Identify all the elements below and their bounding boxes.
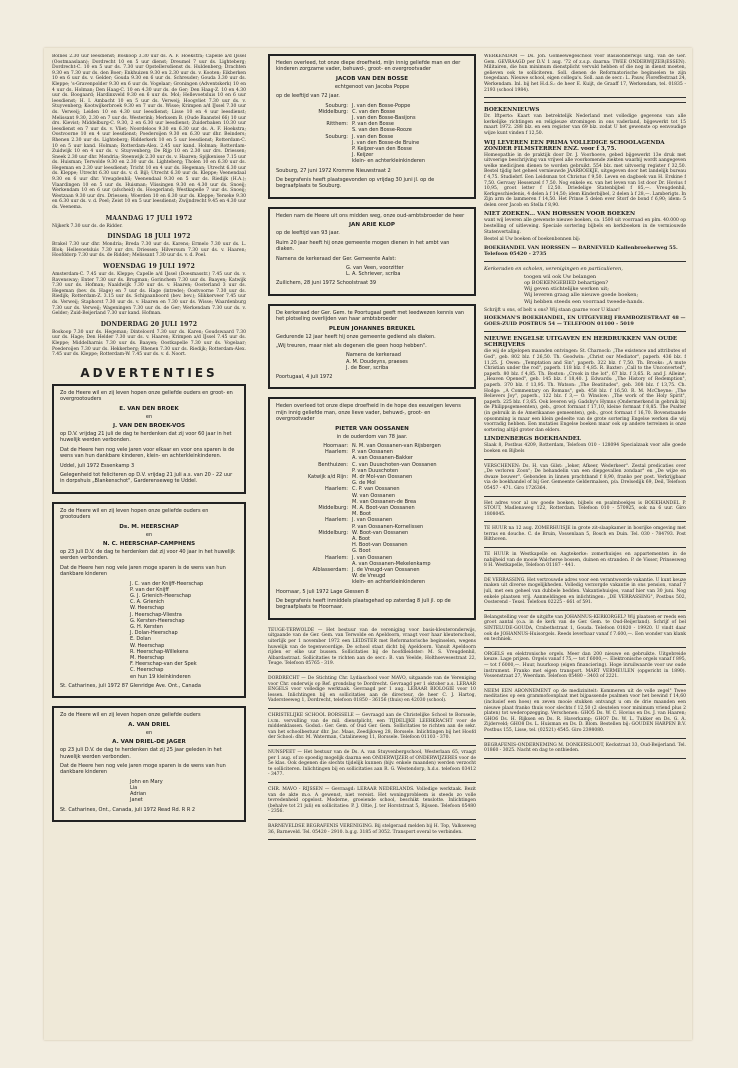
ad-name-husband: A. VAN DRIEL bbox=[128, 721, 170, 728]
family-place bbox=[276, 158, 352, 164]
family-member: J. van den Bosse-Poppe bbox=[352, 102, 411, 109]
obituary-van-den-bosse bbox=[268, 54, 476, 199]
ad-body: op 23 juli D.V. de dag te herdenken dat zij 25 jaar geleden in het huwelijk werden verbonden. bbox=[60, 747, 222, 760]
ad-address: St. Catharines, Ont., Canada, juli 1972 Read Rd. R R 2 bbox=[60, 806, 196, 813]
family-member: A. van Oossanen-Mekelenkamp bbox=[352, 560, 431, 567]
divider bbox=[484, 261, 686, 262]
book-ad-heading-schoolagenda: WIJ LEVEREN EEN PRIMA VOLLEDIGE SCHOOLAGENDA ZONDER FILMSTERREN ENZ. voor f 3,75. bbox=[484, 139, 665, 152]
obit-name: PIETER VAN OOSSANEN bbox=[335, 425, 409, 432]
child-name: C. Heerschap bbox=[130, 667, 164, 674]
family-member: P. Keijzer-van den Bosse bbox=[352, 146, 412, 153]
ad-body: op 23 juli D.V. de dag te herdenken dat zij voor 40 jaar in het huwelijk werden verbonden. bbox=[60, 549, 235, 562]
ad-body-wish: Dat de Heere hen nog vele jaren voor elkaar en voor ons sparen is de wens van hun dankbare kinderen, klein- en achterkleinkinderen. bbox=[60, 446, 235, 460]
ad-address: St. Catharines, juli 1972 87 Glenridge Ave. Ont., Canada bbox=[60, 682, 201, 689]
child-name: G. J. Grienich-Heerschap bbox=[130, 593, 192, 600]
divider bbox=[484, 547, 686, 548]
divider bbox=[484, 97, 686, 98]
lindenbergs-address: Slaak 8, Postbus 4209, Rotterdam, Telefoon 010 - 128094 Specialzaak voor alle goede boeken en Bijbels bbox=[484, 443, 686, 454]
family-place: Katwijk a/d Rijn: bbox=[307, 474, 348, 480]
divider bbox=[268, 839, 476, 840]
obit-address: Poortugaal, 4 juli 1972 bbox=[276, 373, 333, 380]
obit-address: Zuilichem, 28 juni 1972 Schoolstraat 39 bbox=[276, 280, 377, 287]
family-member: H. Boot-van Oossanen bbox=[352, 542, 408, 549]
obit-intro: De kerkeraad der Ger. Gem. te Poortugaal geeft met leedwezen kennis van het plotseling overlijden van haar ambtsbroeder bbox=[276, 309, 465, 323]
family-member: C. van Duuschoten-van Oossanen bbox=[352, 461, 437, 468]
divider bbox=[484, 459, 686, 460]
ad-intro: Zo de Heere wil en zij leven hopen onze geliefde ouders en groot- en overgrootouders bbox=[60, 389, 233, 403]
family-member: M. A. Boot-van Oossanen bbox=[352, 505, 415, 512]
child-name: R. Heerschap-Willekens bbox=[130, 648, 189, 655]
family-member: C. van den Bosse bbox=[352, 108, 396, 115]
family-row bbox=[276, 158, 468, 164]
classified-ad: NUNSPEET — Het bestuur van de Ds. A. van Stuyvenbergschool, Westerlaan 65, vraagt per 1 aug. of zo spoedig mogelijk daarna een ONDERWIJZER of ONDERWIJZERES voor de 5e klas. Ook degenen die slechts tijdelijk kunnen (bijv. enkele maanden) werden verzocht te solliciteren. Inlichtingen bij en sollicitaties aan R. G. Westendorp, h.d.s. telefoon 03412 - 3477. bbox=[268, 749, 476, 778]
signatory: Namens de kerkeraad bbox=[346, 352, 401, 359]
hoekman-offer-lines bbox=[484, 274, 686, 305]
signatory: L. A. Schriever, scriba bbox=[346, 271, 401, 278]
family-member: J. van Oossanen bbox=[352, 554, 393, 561]
child-name: P. van der Knijff bbox=[130, 586, 169, 593]
ad-en: en bbox=[145, 413, 153, 420]
child-name: John en Mary bbox=[130, 778, 163, 785]
offer-line: Wij geven stichtelijke werken uit; bbox=[524, 286, 609, 293]
schedule-heading-monday: MAANDAG 17 JULI 1972 bbox=[105, 214, 193, 222]
divider bbox=[268, 745, 476, 746]
classified-ad: TE HUUR na 12 aug. ZOMERHUISJE in grote zit-slaapkamer in bosrijke omgeving met terras en douche. C. de Bruin, Vossenlaan 5, Bosch en Duin. Tel. 030 - 784793. Post Bilthoven. bbox=[484, 526, 686, 543]
classified-ad: BEGRAFENIS-ONDERNEMING M. DONKERSLOOT, Keckstraat 33, Oud-Beijerland. Tel. 01860 - 3025. Nacht en dag te ontbieden. bbox=[484, 742, 686, 754]
family-member: N. M. van Oossanen-van Rijsbergen bbox=[352, 442, 441, 449]
family-member: klein- en achterkleinkinderen bbox=[352, 579, 426, 586]
column-middle bbox=[268, 54, 476, 844]
classified-ad: TE HUUR in Westkapelle en Aagtekerke: zomerhuisjes en appartementen in de nabijheid van de mooie Walcherse bossen, duinen en stranden. P. de Visser, Prinsesweg 8 H. Westkapelle, Telefoon 01187 - 441. bbox=[484, 552, 686, 569]
divider bbox=[484, 496, 686, 497]
family-place: Hoornaar: bbox=[323, 442, 348, 449]
family-member: W. Boot-van Oossanen bbox=[352, 529, 409, 536]
family-member: M. Boot bbox=[352, 511, 372, 518]
nieuwe-uitgaven-heading: NIEUWE ENGELSE UITGAVEN EN HERDRUKKEN VAN OUDE SCHRIJVERS bbox=[484, 336, 678, 349]
family-place: Haarlem: bbox=[325, 517, 348, 524]
ad-name-wife: J. VAN DEN BROEK-VOS bbox=[112, 422, 186, 429]
book-news-text: Dr. Iftperto: Kaart van betrektelijk Nederland met volledige gegevens van alle kerkelijke richtingen en religieuze stromingen in ons vaderland, bijgewerkt tot 15 maart 1972. 288 blz. en een register van 69 blz. zodat U het gewenste op eenvoudige wijze kunt vinden f 12,50. bbox=[484, 114, 686, 136]
family-place: Souburg: bbox=[325, 133, 348, 140]
ad-en: en bbox=[145, 531, 153, 538]
obituary-klop bbox=[268, 207, 476, 296]
family-place: Haarlem: bbox=[325, 449, 348, 456]
child-name: J. Dolan-Heerschap bbox=[130, 630, 178, 637]
family-member: P. van Oossanen-Kornelissen bbox=[352, 523, 424, 530]
family-place: Benthuizen: bbox=[318, 461, 348, 468]
lindenbergs-heading: LINDENBERGS BOEKHANDEL bbox=[484, 436, 581, 443]
child-name: J. C. van der Knijff-Heerschap bbox=[130, 580, 204, 587]
classified-ad: TEUGE-TERWOLDE — Het bestuur van de vereniging voor basis-kleuteronderwijs, uitgaande van de Ger. Gem. van Terwolde en Apeldoorn, vraagt voor haar kleuterschool, uiterlijk per 1 november 1972 een LEIDSTER met Reformatorische beginselen, wegens huwelijk van de tegenwoordige. De school staat dicht bij Apeldoorn. Vanuit Apeldoorn rijden er elke uur bussen. Sollicitaties bij de hoofdleidster: M. S. Vreugdenhil, Albardastraat. Sollicitaties te richten aan de secr.: B. van Veelde, Holthoevesestraat 22, Teuge. Telefoon 05765 - 319. bbox=[268, 627, 476, 667]
family-member: P. van Oossanen bbox=[352, 449, 393, 456]
family-place: Ritthem: bbox=[326, 121, 348, 128]
obit-subtitle: echtgenoot van Jacoba Poppe bbox=[334, 83, 410, 90]
obit-name: JAN ARIE KLOP bbox=[348, 222, 396, 229]
signatory: G. van Veen, voorzitter bbox=[346, 264, 404, 271]
family-member: J. van den Bosse bbox=[352, 133, 394, 140]
family-member: P. van Duuschoten bbox=[352, 467, 399, 474]
classified-ad: WERKENDAM — Ds. Joh. Gomeewegeschool voor Basisonderwijs uitg. van de Ger. Gem. GEVRAAGD per D.V. 1 aug. '72 of z.s.p. daarna: TWEE ONDERWIJZER(ESSEN). Militairen, die hun minimum dienstplicht vervuld hebben of die nog in dienst moeten, gelieven ook te solliciteren. Soll. dienen de Reformatorische beginselen te zijn toegedaan. Nieuwe school, eigen collega's. Soll. aan de secr.: L. Pauw, Floreffestraat 24, Werkendam. Inl. bij het H.d.S.: de heer E. Kuijt, de Graaff 17, Werkendam, tel. 01835 - 2193 (school 1984). bbox=[484, 54, 686, 93]
schedule-tuesday: Brakel 7.30 uur dhr. Mondria; Breda 7.30 uur ds. Karens; Ermelo 7.30 uur ds. L. Blok; Hellevoetsluis 7.30 uur drs. Driessen; Hilversum 7.30 uur ds. v. Haaren; Hoofddorp 7.30 uur ds. de Ridder; Melissant 7.30 uur ds. v. d. Poel. bbox=[52, 242, 246, 259]
obit-signatories bbox=[276, 352, 468, 371]
classified-ad: NEEM EEN ABONNEMENT op de mediziniteit: Kommeren uit de volle zegel" Twee meditaties op een grammofoonplaat met bijpassende psalmen voor het bewind f 14,60 (inclusief een hoes) en zeven mooie stukken ontvangt u om de drie maanden een nieuwe plaat franko thuis voor slechts f 12,50 (2 sleutelen voor minimum vriend plus 2 platen) tot wederopzegging. Verschenen: GHO5 Ds. W. C. Hovius en Ds. J. van Haaren; GHO6 Ds. H. Rijksen en Ds. R. Haverkamp; GHO7 Ds. W. L. Tukker en Ds. G. A. Zijderveld; GHO8 Ds. L. Huisman en Ds. D. Blom. Bestellen bij: GOUDEN HARPEN B.V. Postbus 155, Lisse, tel. (02521) 4545. Giro 2398080. bbox=[484, 688, 686, 733]
child-name: J. Heerschap-Vliestra bbox=[130, 611, 182, 618]
ad-name-wife: N. C. HEERSCHAP-CAMPHENS bbox=[102, 541, 196, 547]
family-row bbox=[276, 579, 468, 585]
nieuwe-uitgaven-text: die wij de afgelopen maanden ontvingen: St. Charnock: „The existence and attributes of God", geb. 802 blz. f 26,50. Th. Goodwin: „Christ our Mediator", paperb. 436 blz. f 11,25. J. Owen: „Temptation and Sin", paperb. 322 blz. f 7,50. Th. Brooks: „A mute Christian under the rod", paperb. 118 blz. f 4,85. R. Baxter: „Call to the Unconverted", paperb. 80 blz. f 4,85. Th. Boston: „Crook in the lot", 67 blz. f 3,65. R. and J. Alleine: „Heaven Opened", geb. 145 blz. f 18,40. J. Edwards: „The History of Redemption", paperb. 370 blz. f 13,95. Th. Watson: „The Beatitudes", geb. 308 blz. f 13,75. Ch. Hodge: „A Commentary on Romans", geb. 458 blz. f 16,50. R. M. McCheyne: „The Believers Joy", paperb., 122 blz. f 3,— O. Winslow: „The work of the Holy Spirit", paperb. 225 blz. f 3,65. Ook leveren wij: Gadsby's Hymns (Ondermerkend in gebruik bij de Philippsgemeenten), geb., groot formaat f 17,10, kleine formaat f 8,85. The Psalter (in gebruik in de Amerikaanse gemeenten), geb., groot formaat f 16,70. Bovenstaande opsomming is maar een klein gedeelte van de grote sortering Engelse werken die wij voorradig hebben. Een mutaties Engelse boeken maar ook op andere terreinen is onze sortering altijd groter dan elders. bbox=[484, 349, 686, 433]
offer-line: Wij hebben steeds een voorraad tweede-hands. bbox=[524, 298, 644, 305]
family-place bbox=[276, 579, 352, 585]
ad-name-husband: E. VAN DEN BROEK bbox=[119, 405, 179, 412]
ad-body-wish: Dat de Heere hen nog vele jaren moge sparen is de wens van hun dankbare kinderen bbox=[60, 564, 226, 578]
family-member: A. van Oossanen-Bakker bbox=[352, 455, 413, 462]
child-name: E. Dolan bbox=[130, 636, 151, 643]
ad-intro: Zo de Heere wil en zij leven hopen onze geliefde ouders en grootouders bbox=[60, 507, 209, 521]
schedule-wednesday: Amsterdam-C. 7.45 uur ds. Kleppe; Capelle a/d IJssel (Doesmasstr.) 7.45 uur ds. v. Ravensway; Enter 7.30 uur ds. Brugman; Gorinchem 7.30 uur ds. Baayen; Katwijk 7.30 uur ds. Hofman; Naaldwijk 7.30 uur ds. v. Haaren; Oosterland 3 uur ds. Hegeman (bev. ds. Hage) en 7 uur ds. Hage (intrede); Oostvoorne 7.30 uur ds. Riedijk; Rotterdam-Z. 3.15 uur ds. Schipaanboord (bev. bev.); Slikkerveer 7.45 uur ds. Verweij; Staphorst 7.30 uur ds. v. Haaren en 7.30 uur ds. Wisse; Waardenburg 7.30 uur ds. Verweij; Wageningen 7.30 uur ds. de Ger; Werkendam 7.30 uur ds. v. Gelder; Zuid-Beijerland 7.30 uur kand. Hofman. bbox=[52, 272, 246, 317]
offer-line: toogen wil ook Uw belangen bbox=[524, 273, 597, 280]
child-name: en hun 19 kleinkinderen bbox=[130, 673, 191, 680]
obit-age: op de leeftijd van 93 jaar. bbox=[276, 230, 340, 237]
schedule-heading-thursday: DONDERDAG 20 JULI 1972 bbox=[100, 320, 198, 328]
book-news-text-4: Bestel al Uw boeken of boekenbonnen bij: bbox=[484, 237, 581, 243]
signatory: J. de Boer, scriba bbox=[346, 364, 389, 371]
newspaper-page bbox=[44, 48, 692, 1040]
classified-ad: CHRISTELIJKE SCHOOL BORSSELE — Gevraagd aan de Christelijke School te Borssele, i.v.m. vervulling van de mil. dienstplicht, een TIJDELIJKE LEERKRACHT voor de middenklassen. Godsd.: Ger. Gem. of Oud Ger. Gem. Sollicitaties te richten aan de sekr. van het schoolbestuur dhr. Jac. Maas, Zeedijkweg 28, Borssele. Inlichtingen bij het Hoofd der School: dhr. M. Waterman, Catalineweg 11, Borssele. Telefoon 01103 - 370. bbox=[268, 713, 476, 741]
ad-children-list bbox=[60, 581, 238, 680]
child-name: G. H. Kersten bbox=[130, 624, 163, 631]
ad-intro: Zo de Heere wil en zij leven hopen onze geliefde ouders bbox=[60, 712, 201, 719]
divider bbox=[484, 684, 686, 685]
obit-body-2: Namens de kerkeraad der Ger. Gemeente Aalst: bbox=[276, 255, 397, 262]
family-member: W. de Vreugd bbox=[352, 573, 386, 580]
book-news-text-3: want wij leveren alle gewenste nieuwe boeken, ca. 1500 uit voorraad en plm. 40.000 op bestelling of uitleveing. Speciale sortering bijbels en kerkboeken in de vermiouwde Statenvertaling. bbox=[484, 218, 686, 235]
family-member: S. van den Bosse-Rooze bbox=[352, 127, 412, 134]
divider bbox=[484, 102, 686, 103]
child-name: C. A. Grienich bbox=[130, 599, 165, 606]
obit-age: op de leeftijd van 72 jaar. bbox=[276, 93, 340, 100]
classifieds-right bbox=[484, 464, 686, 759]
family-place: Haarlem: bbox=[325, 554, 348, 561]
family-member: M. dr Mol-van Oossanen bbox=[352, 474, 413, 480]
obit-funeral-note: De begrafenis heeft plaatsgevonden op vrijdag 30 juni jl. op de begraafplaats te Souburg. bbox=[276, 177, 435, 190]
child-name: Adrian bbox=[130, 791, 147, 798]
family-member: C. P. van Oossanen bbox=[352, 486, 400, 493]
child-name: M. Heerschap bbox=[130, 655, 165, 662]
divider bbox=[484, 331, 686, 332]
family-member: J. van den Bosse-Basijons bbox=[352, 115, 416, 122]
divider bbox=[484, 573, 686, 574]
family-member: W. van Oossanen bbox=[352, 492, 396, 499]
obituary-breukel bbox=[268, 304, 476, 390]
obituary-van-oossanen bbox=[268, 397, 476, 620]
child-name: F. Heerschap-van der Spek bbox=[130, 661, 197, 668]
divider bbox=[484, 758, 686, 759]
hoekman-heading: Kerkeraden en scholen, verenigingen en particulieren, bbox=[484, 265, 623, 272]
classified-ad: Het adres voor al uw goede boeken, bijbels en psalmboekjes is BOEKHANDEL P. STOUT, Madlenaweg 122, Rotterdam. Telefoon 010 - 570925, ook na 6 uur. Giro 1808045. bbox=[484, 500, 686, 517]
church-schedule-sunday: Bolnes 2.30 uur leesdienst; Boskoop 3.30 uur ds. A. F. Hoekstra; Capelle a/d IJssel (Oostmaaslaan); Dordrecht 10 en 5 uur dienst; Dreumel 7 uur ds. Lighteberg; Dordrecht-C. 10 en 5 uur ds. 7.30 uur Opstellersdienst ds. Huldenberg; Drachten 9.30 en 7.30 uur ds. den Boer; Enkhuizen 9.30 en 2.30 uur ds. v. Kooten; Eikberken 10 en 6 uur ds. v. Gelder; Gouda 9.30 en 6 uur ds. Schreuder; Gouda 3.30 uur ds. Kleppe; 's-Gravenpolder 9.30 en 6 uur ds. Vogelaar; Groningen (Adventskerk) 10 en 4 uur ds. Holman; Den Haag-C. 10 en 4.30 uur ds. de Ger; Den Haag-Z. 10 en 4.30 uur ds. Boogaard; Hardinxveld 9.30 en 6 uur ds. Mol; Hellevoetsluis 10 en 6 uur leesdienst; H. I. Ambacht 10 en 5 uur ds. Verweij; Hoogvliet 7.30 uur ds. v. Stuyvenberg; Kootwijkerbroek 9.30 en 7 uur ds. Wisse; Krimpen a/d IJssel 7.30 uur ds. Verweij; Leiden 10 en 4.30 uur leesdienst; Lisse 10 en 4 uur leesdienst; Melissant 9.30, 2.30 en 7 uur ds. Westerink; Merksem B. (Oude Baanstel 66) 10 uur drs. Kievist; Middelburg-C. 9.30, 2 en 6.30 uur leesdienst; Zuiderbaken 10.30 uur leesdienst en 7 uur ds. v. Vliet; Noordeloos 9.30 en 6.30 uur ds. A. F. Hoekstra; Oostvoorne 10 en 4 uur leesdienst; Poederoijen 9.30 en 6.30 uur dhr. Beinders; Rhenen 2.30 uur ds. Lighteberg; Ridderkerk 10 en 5 uur leesdienst; Rotterdam-C. 10 en 5 uur kand. Holman; Rotterdam-Alex. 2.45 uur kand. Holman; Rotterdam-Zuidwijk 10 en 4 uur ds. v. Stuyvenberg; De Rijp 10 en 2.30 uur drs. Driessen; Sneek 2.30 uur dhr. Mondria; Steenwijk 2.30 uur ds. v. Haaren; Spijkenisse 7.15 uur ds. Huisman; Terwolde 9.30 en 2.30 uur ds. Lighteberg; Tholen 10 en 6.30 uur ds. Hegeman en 2.30 uur leesdienst; Tricht 10 en 4 uur ds. Hegeman; Utrecht 6.30 uur ds. Kleppe; Utrecht 6.30 uur ds. v. d. Bijl; Utrecht 6.30 uur ds. Kleppe; Veenendaal 9.30 en 6 uur dhr. Vreugdenhil; Veenendaal 9.30 en 5 uur ds. Riedijk (H.A.); Vlaardingen 10 en 5 uur ds. Huisman; Vlissingen 9.30 en 4.30 uur ds. Snoeij; Werkendam 10 en 6 uur (afscheid) ds. Hoogerland; Westkapelle 7 uur ds. Snoeij; Westzaan 9.30 uur drs. Driessen; Woerden 10 en 6.30 uur ds. Kleppe; Yerseke 9.30 en 6.30 uur ds. v. d. Poel; Zeist 10 en 5 uur leesdienst; Zwijndrecht 9.45 en 4.30 uur ds. Veenema. bbox=[52, 54, 246, 211]
schedule-heading-tuesday: DINSDAG 18 JULI 1972 bbox=[107, 233, 191, 241]
divider bbox=[484, 610, 686, 611]
anniversary-ad-van-den-broek bbox=[52, 384, 246, 494]
obit-intro: Heden overleed tot onze diepe droefheid in de hope des eeuwigen levens mijn innig geliefde man, onze lieve vader, behuwd-, groot- en overgrootvader bbox=[276, 403, 461, 423]
classified-ad: VERSCHENEN: Ds. H. van Gilst: „Ieker, Afkeer, Wederkeer". Zestal predicaties over „De verloren Zoon"; De behandelin van een diepgevallen zondaar" en „De wijze en dwaze bouwer". Gebonden in linnen prachtband f 8,90, franko per post. Verkrijgbaar via de boekhandel of bij Ger. Gemeente Geldermalsen, p/a. Drelsedijk 69, Deil, Telefoon 05457 - 471. Giro 1726364. bbox=[484, 463, 686, 491]
obit-intro: Heden overleed, tot onze diepe droefheid, mijn innig geliefde man en der kinderen zorgzame vader, behuwd-, groot- en overgrootvader bbox=[276, 60, 461, 73]
child-name: Janet bbox=[130, 797, 143, 804]
divider bbox=[268, 671, 476, 672]
family-member: J. van den Bosse-de Bruine bbox=[352, 139, 420, 146]
ad-en: en bbox=[145, 729, 153, 736]
obit-name: JACOB VAN DEN BOSSE bbox=[335, 75, 409, 82]
obit-signatories bbox=[276, 265, 468, 277]
child-name: W. Heerschap bbox=[130, 605, 165, 612]
classified-ad: DE VERRASSING. Het vertrouwde adres voor een verantwoorde vakantie. U kunt keuze maken uit diverse mogelijkheden. Volledig verzorgde vakantie in ons pension, vanaf 7 juli, met een geheel van dubbele bedden. Vakantiehuisjes, vanaf hier van 30 juni. Nog enkele plaatsen vrij. Aanmeldingen en inlichtingen: „DE VERRASSING", Postbus 502, Oosterend - Texel. Telefoon 02225 - 661 of 591. bbox=[484, 577, 686, 606]
obit-age: in de ouderdom van 78 jaar. bbox=[336, 433, 408, 440]
column-right bbox=[484, 54, 686, 763]
family-place: Middelburg: bbox=[318, 108, 348, 115]
ad-address: Uddel, juli 1972 Essenkamp 3 bbox=[60, 462, 135, 469]
family-place: Alblasserdam: bbox=[312, 567, 348, 574]
obit-family-list bbox=[276, 443, 468, 586]
family-place: Middelburg: bbox=[318, 505, 348, 512]
child-name: Lia bbox=[130, 784, 138, 791]
ad-name-husband: Ds. M. HEERSCHAP bbox=[119, 523, 179, 530]
classified-ad: BARNEVELDSE BEGRAFENIS VERENIGING. Bij stelgeraad melden bij H. Top, Valkseweg 36, Barneveld. Tel. 05420 - 2910. b.g.g. 3185 of 3052. Transport overal te verbinden. bbox=[268, 823, 476, 835]
child-name: G. Kersten-Heerschap bbox=[130, 617, 185, 624]
obit-quote: „Wij treuren, maar niet als degenen die geen hoop hebben". bbox=[276, 342, 427, 349]
classified-ad: DORDRECHT — De Stichting Chr. Lydiaschool voor MAVO, uitgaande van de Vereniging voor Chr. onderwijs op Ref. grondslag te Dordrecht. Gevraagd per 1 oktober a.s. LERAAR ENGELS voor volledige werktaak. Gevraagd per 1 aug. LERAAR BIOLOGIE voor 10 lessen. Inlichtingen bij en sollicitaties aan de directeur, de heer C. J. Hartog, Vadersteeweg 1, Dordrecht, telefoon 01850 - 36156 (thuis) en 42030 (school). bbox=[268, 676, 476, 704]
divider bbox=[268, 819, 476, 820]
classifieds-right-top bbox=[484, 54, 686, 98]
obit-funeral-note: De begrafenis heeft inmiddels plaatsgehad op zaterdag 8 juli jl. op de begraafplaats te Hoornaar. bbox=[276, 598, 451, 611]
family-place: Middelburg: bbox=[318, 529, 348, 536]
anniversary-ad-heerschap bbox=[52, 502, 246, 699]
offer-line: Wij leveren graag alle nieuwe goede boeken; bbox=[524, 292, 639, 299]
child-name: W. Heerschap bbox=[130, 642, 165, 649]
family-member: G. de Mol bbox=[352, 480, 376, 487]
ad-reception-note: Gelegenheid tot feliciteren op D.V. vrijdag 21 juli a.s. van 20 - 22 uur in dorpshuis „Blankenschot", Garderenseweg te Uddel. bbox=[60, 471, 233, 485]
obit-body: Gedurende 12 jaar heeft hij onze gemeente gediend als diaken. bbox=[276, 333, 436, 340]
schedule-monday: Nijkerk 7.30 uur ds. de Ridder. bbox=[52, 223, 123, 229]
schedule-heading-wednesday: WOENSDAG 19 JULI 1972 bbox=[103, 263, 195, 270]
classified-ad: CHR. MAVO - RIJSSEN — Gevraagd: LERAAR NEDERLANDS. Volledige werktaak. Bezit van de akte m.o. A gewenst, niet vereist. Het woningprobleem is steeds zo volle tevredenheid opgelost. Moderne, groeiende school, beschikt tenslotte. Inlichtingen (behalve tot 21 juli) en sollicitaties: P. J. Oltie, J. ter Horststraat 5, Rijssen. Telefoon 05480 - 2356. bbox=[268, 786, 476, 815]
ad-name-wife: A. VAN DRIEL-DE JAGER bbox=[112, 739, 186, 746]
ad-body-wish: Dat de Heere hen nog vele jaren moge sparen is de wens van hun dankbare kinderen bbox=[60, 762, 226, 776]
advertenties-heading: ADVERTENTIES bbox=[80, 365, 218, 380]
hoekman-address: HOEKMAN'S BOEKHANDEL, EN UITGEVERIJ FRAMBOZESTRAAT 48 — GOES-ZUID POSTBUS 54 — TELEFOON 01100 - 5019 bbox=[484, 315, 686, 328]
schedule-thursday: Boskoop 7.30 uur ds. Hegeman; Dinteloord 7.30 uur ds. Karen; Goudswaard 7.30 uur ds. Hage; Den Helder 7.30 uur ds. v. Haaren; Krimpen a/d IJssel 7.45 uur ds. Kleppe; Middelharnis 7.30 uur ds. Baayen; Oostkapelle 7.30 uur ds. Vogelaar; Poederoijen 7.30 uur ds. Hekkerberg; Rhenen 7.30 uur ds. Riedijk; Rotterdam-Alex. 7.45 uur ds. Kleppe; Rotterdam-W. 7.45 uur ds. v. d. Noort. bbox=[52, 329, 246, 358]
divider bbox=[484, 738, 686, 739]
family-member: G. Boot bbox=[352, 548, 371, 555]
section-heading-boekennieuws: BOEKENNIEUWS bbox=[484, 107, 540, 114]
family-member: klein- en achterkleinkinderen bbox=[352, 158, 426, 165]
book-ad-heading-van-horssen: NIET ZOEKEN... VAN HORSSEN VOOR BOEKEN bbox=[484, 211, 636, 218]
ad-children-list bbox=[60, 779, 238, 804]
classifieds-middle bbox=[268, 628, 476, 840]
obit-family-list bbox=[276, 103, 468, 165]
ad-body: op D.V. vrijdag 21 juli de dag te herdenken dat zij voor 60 jaar in het huwelijk werden verbonden. bbox=[60, 430, 232, 444]
signatory: A. M. Doudeyns, praeses bbox=[346, 358, 408, 365]
anniversary-ad-van-driel bbox=[52, 706, 246, 822]
classified-ad: ORGELS en elektronische orgels. Meer dan 200 nieuwe en gebruikte. Uitgebreide keuze. Lage prijzen. Orgels vanaf f 75,— tot f 6000,—. Elektronische orgels vanaf f 895,— tot f 6000,—. Huur, huurkoop (eigen financiering). Hoge inruilwaarde voor uw oude instrument. Franko met eigen transport. MART VERMEULEN (opgericht in 1890). Vossenstraat 27, Weerdam. Telefoon 05480 - 3403 of 2221. bbox=[484, 651, 686, 680]
family-place: Souburg: bbox=[325, 102, 348, 109]
hoekman-text: Schrijft u ons, of belt u ons? Wij staan gaarne voor U klaar! bbox=[484, 307, 620, 313]
divider bbox=[484, 647, 686, 648]
divider bbox=[268, 708, 476, 709]
obit-address: Hoornaar, 5 juli 1972 Lage Giessen 8 bbox=[276, 588, 369, 595]
classified-ad: Belangstelling voor de uitgifte van JOHANNUS-KERKORGEL? Wij plaatsen er reeds een groot aantal (o.a. in de kerk van de Ger. Gem. te Oud-Beijerland). Schrijf of bel SINTELUDE-GOUDA, Crabethstraat 1, Gouda. Telefoon 01820 - 19920. U vindt daar ook de JOHANNUS-Huisorgels. Reeds leverbaar vanaf f 7.600,—. Een wonder van klank en techniek. bbox=[484, 614, 686, 643]
obit-intro: Heden nam de Heere uit ons midden weg, onze oud-ambtsbroeder de heer bbox=[276, 212, 465, 219]
obit-name: PLEUN JOHANNES BREUKEL bbox=[328, 325, 416, 332]
offer-line: op BOEKENGEBIED behartigen? bbox=[524, 280, 609, 287]
divider bbox=[268, 782, 476, 783]
van-horssen-address: BOEKHANDEL VAN HORSSEN — BARNEVELD Kallenbroekerweg 55. Telefoon 05420 - 2735 bbox=[484, 244, 678, 257]
family-member: P. van den Bosse bbox=[352, 121, 394, 128]
family-place: Haarlem: bbox=[325, 486, 348, 493]
family-member: J. Keijzer bbox=[352, 152, 374, 159]
family-member: A. Boot bbox=[352, 536, 371, 543]
family-member: M. van Oossanen-de Brea bbox=[352, 498, 417, 505]
divider bbox=[484, 521, 686, 522]
column-left bbox=[52, 54, 246, 830]
obit-body: Ruim 20 jaar heeft hij onze gemeente mogen dienen in het ambt van diaken. bbox=[276, 239, 450, 253]
book-news-text-2: Homeopathie in de praktijk door Dr. J. Voorhoeve, gebed bijgewerkt 13e druk met uitvoerige beschrijving van vrijwel alle voorkomende ziekten waarbij wordt aangegeven welke medicijnen dienen te worden gebruikt. 554 blz. met uitvoerig register f 32,50. Bestel tijdig het geheel vernieuwde JAARBOEKJE, uitgegeven door het landelijk bureau f 4,75. Studiebrf. Een Leidsman tot Christus f 9,50. Leven en dagboek van H. Erskine f 7,50. Gervasy Hessenzel f 7,50. Nog enkele ex. van het leven van 1st door Dr. Hovius f 10,95, groot letter f 12,50. Driedelige Statenbijbel f 85,—. Vreugdenhil, Kerkgeschiedenis, 4 delen à f 14,50; idem Kinderbijbel, 2 delen à f 28,—. Lamberigts. In Zijn arm de lammeren f 14,50. Het Prinse 5 delen ever Storf de bond f 6,90; idem: 5 delen over Jacob en Stella f 8,90. bbox=[484, 152, 686, 208]
obit-address: Souburg, 27 juni 1972 Kromme Nieuwstraat 2 bbox=[276, 167, 391, 174]
family-member: J. de Vreugd-van Oossanen bbox=[352, 567, 420, 574]
family-member: J. van Oossanen bbox=[352, 517, 393, 524]
